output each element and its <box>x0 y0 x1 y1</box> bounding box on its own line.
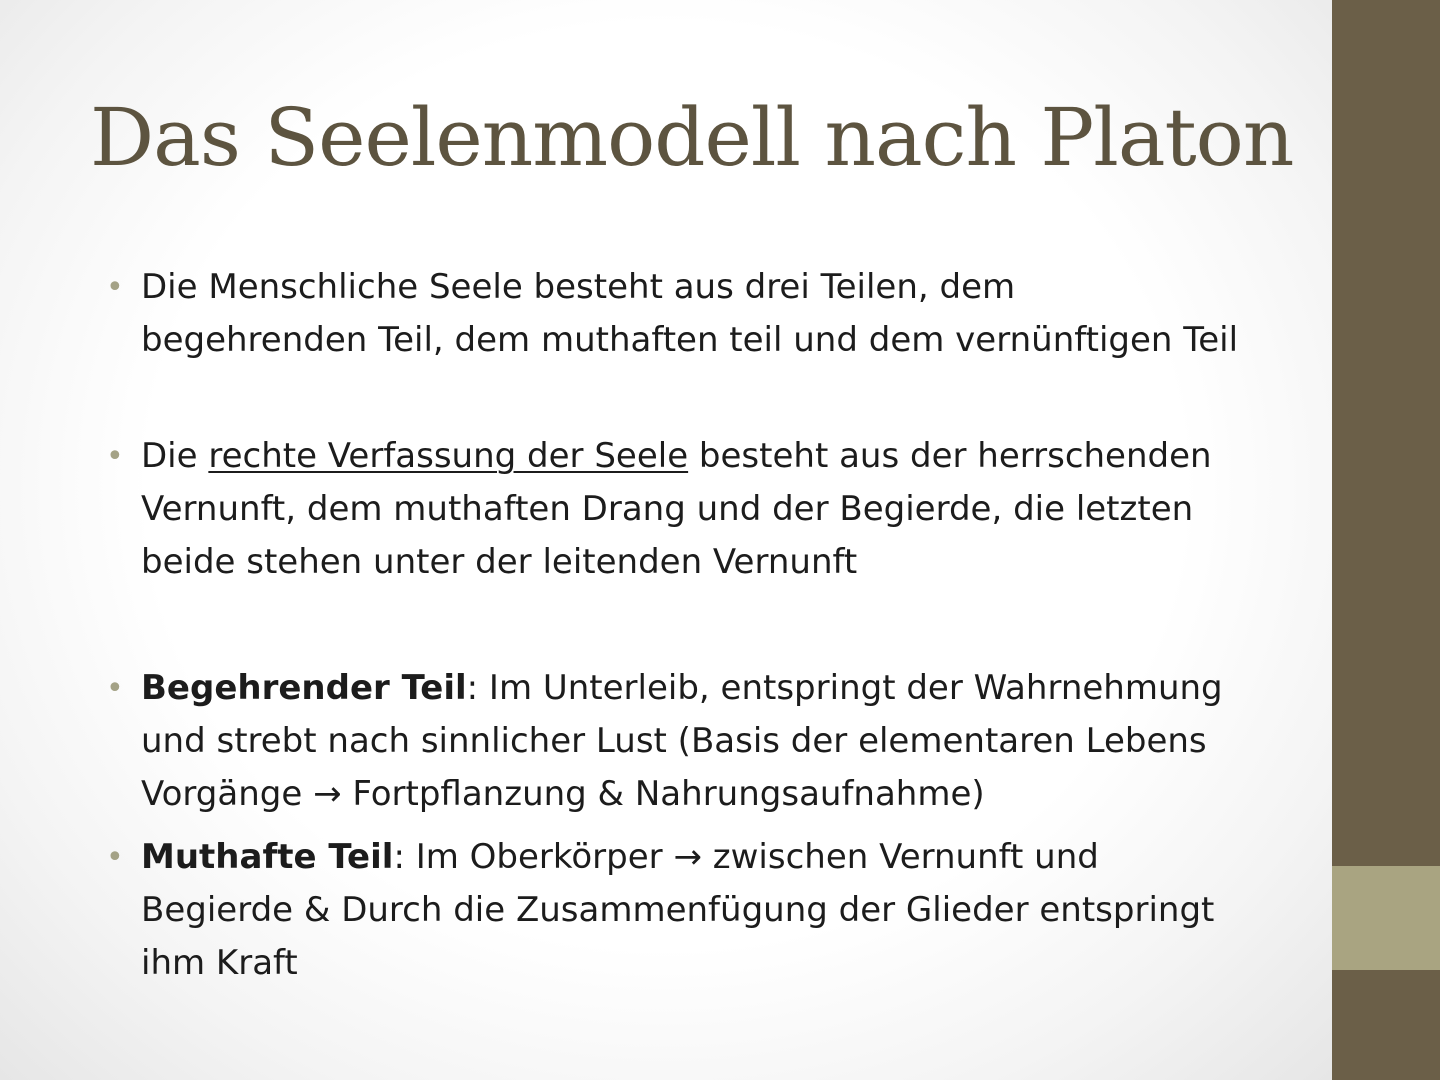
bold-term: Muthafte Teil <box>141 837 394 877</box>
bullet-item-muthafte-teil <box>106 831 1246 990</box>
slide-title: Das Seelenmodell nach Platon <box>90 91 1294 184</box>
text-segment: besteht aus der herrschenden Vernunft, dem muthaften Drang und der Begierde, die letzten beide stehen unter der leitenden Vernunft <box>141 436 1212 582</box>
bullet-marker: • <box>106 671 124 706</box>
bold-term: Begehrender Teil <box>141 668 467 708</box>
bullet-text: Die Menschliche Seele besteht aus drei Teilen, dem begehrenden Teil, dem muthaften teil und dem vernünftigen Teil <box>141 267 1239 360</box>
bullet-marker: • <box>106 439 124 474</box>
bullet-text <box>141 662 1246 821</box>
text-segment: Die <box>141 436 209 476</box>
bullet-item-rechte-verfassung <box>106 430 1246 589</box>
arrow-right-icon: → <box>673 837 702 877</box>
bullet-text <box>141 831 1246 990</box>
bullet-text <box>141 430 1246 589</box>
bullet-marker: • <box>106 840 124 875</box>
bullet-item-seele-teile <box>106 261 1246 367</box>
bullet-item-begehrender-teil <box>106 662 1246 821</box>
text-segment: : Im Unterleib, entspringt der Wahrnehmung und strebt nach sinnlicher Lust (Basis der elementaren Lebens Vorgänge <box>141 668 1223 814</box>
underlined-term: rechte Verfassung der Seele <box>208 436 689 476</box>
decorative-sidebar-accent <box>1332 866 1440 970</box>
text-segment: Fortpflanzung & Nahrungsaufnahme) <box>341 774 985 814</box>
text-segment: zwischen Vernunft und Begierde & Durch die Zusammenfügung der Glieder entspringt ihm Kraft <box>141 837 1215 983</box>
arrow-right-icon: → <box>313 774 342 814</box>
bullet-marker: • <box>106 270 124 305</box>
text-segment: : Im Oberkörper <box>393 837 674 877</box>
